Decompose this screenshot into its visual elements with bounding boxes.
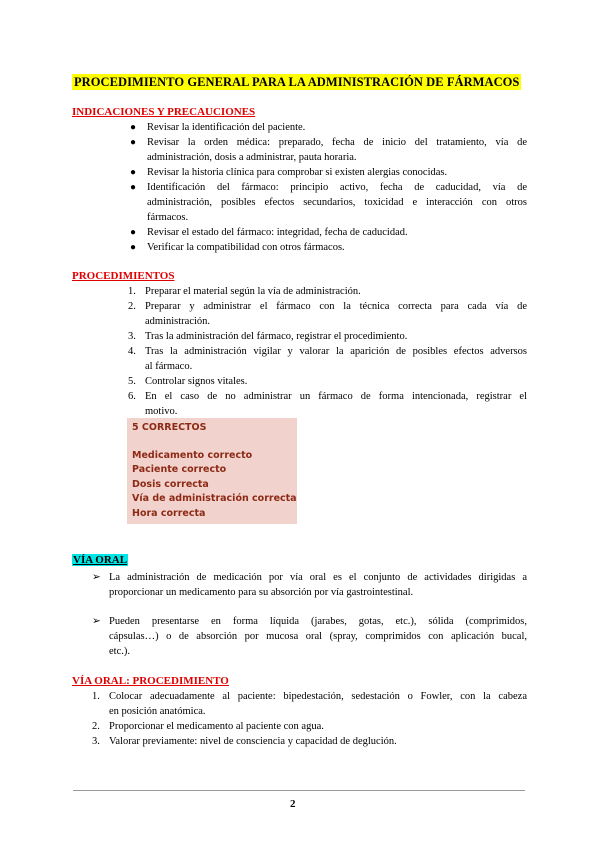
list-item-text: Revisar el estado del fármaco: integridad, fecha de caducidad.: [147, 227, 408, 238]
list-item-text: proporcionar un medicamento para su absorción por vía gastrointestinal.: [109, 587, 414, 598]
section-heading-procedimientos: PROCEDIMIENTOS: [72, 270, 175, 282]
list-item-text: en posición anatómica.: [109, 706, 206, 717]
list-item-text: Verificar la compatibilidad con otros fármacos.: [147, 242, 345, 253]
section-heading-via-oral-procedimiento: VÍA ORAL: PROCEDIMIENTO: [72, 675, 229, 687]
item-number: 3.: [92, 736, 100, 747]
bullet-icon: ●: [130, 122, 137, 133]
item-number: 1.: [92, 691, 100, 702]
item-number: 6.: [128, 391, 136, 402]
list-item-text: Tras la administración vigilar y valorar la aparición de posibles efectos adversos: [145, 346, 527, 357]
bullet-icon: ●: [130, 182, 137, 193]
section-heading-indicaciones: INDICACIONES Y PRECAUCIONES: [72, 106, 256, 118]
list-item-text: La administración de medicación por vía oral es el conjunto de actividades dirigidas a: [109, 572, 527, 583]
correctos-item: Vía de administración correcta: [132, 493, 297, 504]
arrow-bullet-icon: ➢: [92, 616, 101, 627]
list-item-text: Identificación del fármaco: principio activo, fecha de caducidad, vía de: [147, 182, 527, 193]
list-item-text: Valorar previamente: nivel de consciencia y capacidad de deglución.: [109, 736, 397, 747]
item-number: 3.: [128, 331, 136, 342]
correctos-item: Dosis correcta: [132, 479, 209, 490]
list-item-text: Colocar adecuadamente al paciente: bipedestación, sedestación o Fowler, con la cabeza: [109, 691, 527, 702]
list-item-text: administración.: [145, 316, 211, 327]
correctos-item: Hora correcta: [132, 508, 206, 519]
list-item-text: fármacos.: [147, 212, 189, 223]
arrow-bullet-icon: ➢: [92, 572, 101, 583]
bullet-icon: ●: [130, 137, 137, 148]
page-title: PROCEDIMIENTO GENERAL PARA LA ADMINISTRACIÓN DE FÁRMACOS: [74, 75, 520, 89]
list-item-text: motivo.: [145, 406, 178, 417]
list-item-text: al fármaco.: [145, 361, 193, 372]
correctos-item: Paciente correcto: [132, 464, 227, 475]
correctos-box: [127, 418, 297, 524]
section-heading-via-oral: VÍA ORAL: [73, 554, 128, 566]
bullet-icon: ●: [130, 167, 137, 178]
correctos-item: Medicamento correcto: [132, 450, 253, 461]
correctos-title: 5 CORRECTOS: [132, 422, 207, 433]
item-number: 4.: [128, 346, 136, 357]
item-number: 5.: [128, 376, 136, 387]
list-item-text: Revisar la identificación del paciente.: [147, 122, 306, 133]
list-item-text: administración, dosis a administrar, pauta horaria.: [147, 152, 357, 163]
list-item-text: Proporcionar el medicamento al paciente con agua.: [109, 721, 324, 732]
item-number: 1.: [128, 286, 136, 297]
list-item-text: cápsulas…) o de absorción por mucosa oral (spray, comprimidos con aplicación bucal,: [109, 631, 527, 642]
list-item-text: Preparar el material según la vía de administración.: [145, 286, 361, 297]
list-item-text: administración, posibles efectos secundarios, toxicidad e interacción con otros: [147, 197, 527, 208]
list-item-text: etc.).: [109, 646, 130, 657]
list-item-text: Pueden presentarse en forma líquida (jarabes, gotas, etc.), sólida (comprimidos,: [109, 616, 527, 627]
page-number: 2: [290, 798, 296, 810]
list-item-text: Preparar y administrar el fármaco con la técnica correcta para cada vía de: [145, 301, 527, 312]
list-item-text: En el caso de no administrar un fármaco de forma intencionada, registrar el: [145, 391, 527, 402]
footer-divider: [73, 790, 525, 791]
bullet-icon: ●: [130, 227, 137, 238]
list-item-text: Revisar la orden médica: preparado, fecha de inicio del tratamiento, vía de: [147, 137, 527, 148]
list-item-text: Controlar signos vitales.: [145, 376, 248, 387]
item-number: 2.: [128, 301, 136, 312]
bullet-icon: ●: [130, 242, 137, 253]
item-number: 2.: [92, 721, 100, 732]
list-item-text: Tras la administración del fármaco, registrar el procedimiento.: [145, 331, 408, 342]
list-item-text: Revisar la historia clínica para comprobar si existen alergias conocidas.: [147, 167, 448, 178]
